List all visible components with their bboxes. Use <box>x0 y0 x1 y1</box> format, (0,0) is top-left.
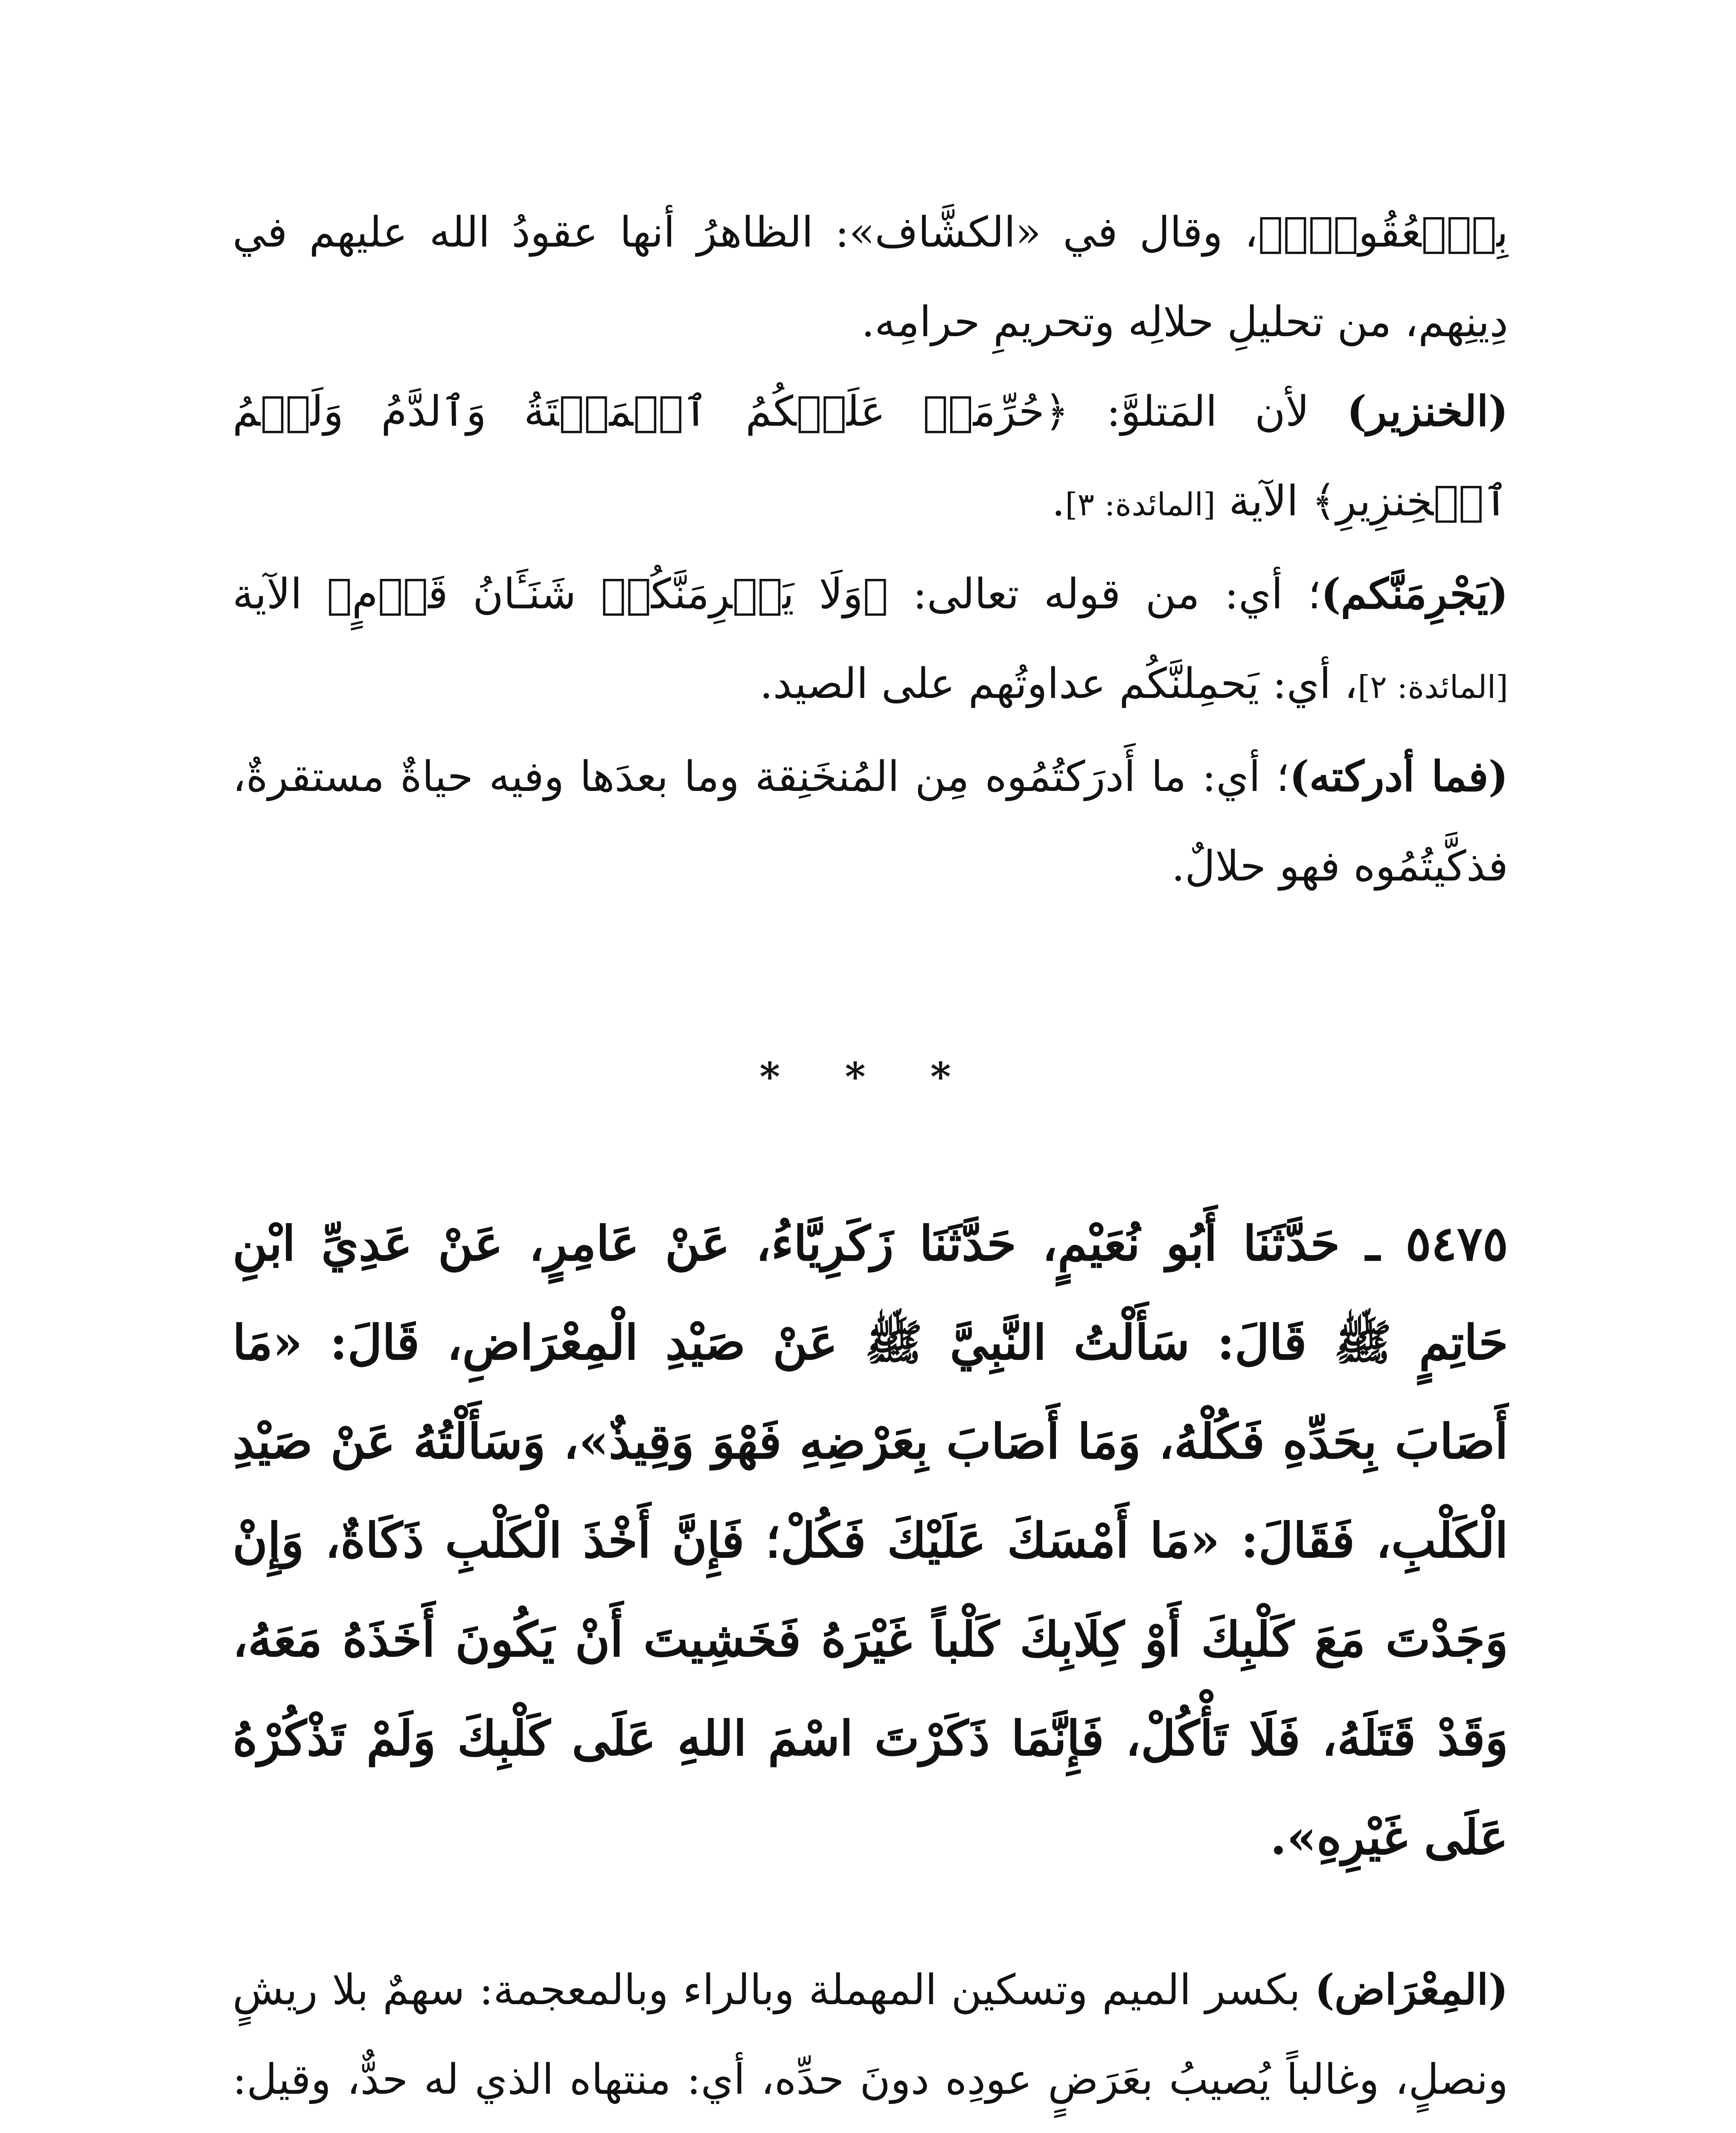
commentary-term: (يَجْرِمَنَّكم) <box>1321 570 1508 619</box>
commentary-term: (الخنزير) <box>1346 387 1508 436</box>
bottom-commentary <box>233 1945 1508 2133</box>
commentary-text: لأن المَتلوَّ: ﴿حُرِّمَتۡ عَلَيۡكُمُ ٱلۡمَيۡتَةُ وَٱلدَّمُ وَلَحۡمُ ٱلۡخِنزِيرِ﴾ الآية <box>233 387 1508 526</box>
section-separator: * * * <box>759 1054 977 1100</box>
commentary-paragraph <box>233 188 1508 367</box>
commentary-text: بكسر الميم وتسكين المهملة وبالراء وبالمعجمة: سهمٌ بلا ريشٍ ونصلٍ، وغالباً يُصيبُ بعَرَضٍ عودِه دونَ حدِّه، أي: منتهاه الذي له حدٌّ، وقيل: <box>233 1966 1508 2104</box>
commentary-text-tail: . <box>1052 477 1065 526</box>
commentary-paragraph <box>233 367 1508 549</box>
commentary-text: بِٱلۡعُقُودِۚ﴾، وقال في «الكشَّاف»: الظاهرُ أنها عقودُ الله عليهم في دِينِهم، من تحليلِ حلالِه وتحريمِ حرامِه. <box>233 208 1508 346</box>
commentary-text: ؛ أي: من قوله تعالى: ﴿وَلَا يَجۡرِمَنَّكُمۡ شَنَـَٔانُ قَوۡمٍ﴾ الآية <box>233 570 1321 619</box>
hadith-paragraph: ٥٤٧٥ ـ حَدَّثَنَا أَبُو نُعَيْمٍ، حَدَّثَنَا زَكَرِيَّاءُ، عَنْ عَامِرٍ، عَنْ عَدِيِّ ابْنِ حَاتِمٍ ﷺ قَالَ: سَأَلْتُ النَّبِيَّ ﷺ عَنْ صَيْدِ الْمِعْرَاضِ، قَالَ: «مَا أَصَابَ بِحَدِّهِ فَكُلْهُ، وَمَا أَصَابَ بِعَرْضِهِ فَهْوَ وَقِيذٌ»، وَسَأَلْتُهُ عَنْ صَيْدِ الْكَلْبِ، فَقَالَ: «مَا أَمْسَكَ عَلَيْكَ فَكُلْ؛ فَإِنَّ أَخْذَ الْكَلْبِ ذَكَاةٌ، وَإِنْ وَجَدْتَ مَعَ كَلْبِكَ أَوْ كِلَابِكَ كَلْباً غَيْرَهُ فَخَشِيتَ أَنْ يَكُونَ أَخَذَهُ مَعَهُ، وَقَدْ قَتَلَهُ، فَلَا تَأْكُلْ، فَإِنَّمَا ذَكَرْتَ اسْمَ اللهِ عَلَى كَلْبِكَ وَلَمْ تَذْكُرْهُ عَلَى غَيْرِهِ». <box>233 1216 1508 1866</box>
commentary-term: (المِعْرَاض) <box>1314 1965 1508 2014</box>
commentary-paragraph <box>233 1945 1508 2133</box>
commentary-paragraph <box>233 549 1508 732</box>
quran-citation: [المائدة: ٣] <box>1065 486 1216 523</box>
commentary-term: (فما أدركته) <box>1289 752 1508 801</box>
commentary-paragraph <box>233 732 1508 911</box>
quran-citation: [المائدة: ٢] <box>1358 669 1508 706</box>
commentary-text: ؛ أي: ما أَدرَكتُمُوه مِن المُنخَنِقة وما بعدَها وفيه حياةٌ مستقرةٌ، فذكَّيتُمُوه فهو حلالٌ. <box>233 753 1508 891</box>
commentary-text-tail: ، أي: يَحمِلنَّكُم عداوتُهم على الصيد. <box>759 660 1358 708</box>
top-commentary <box>233 188 1508 911</box>
hadith-text <box>233 1194 1508 1887</box>
